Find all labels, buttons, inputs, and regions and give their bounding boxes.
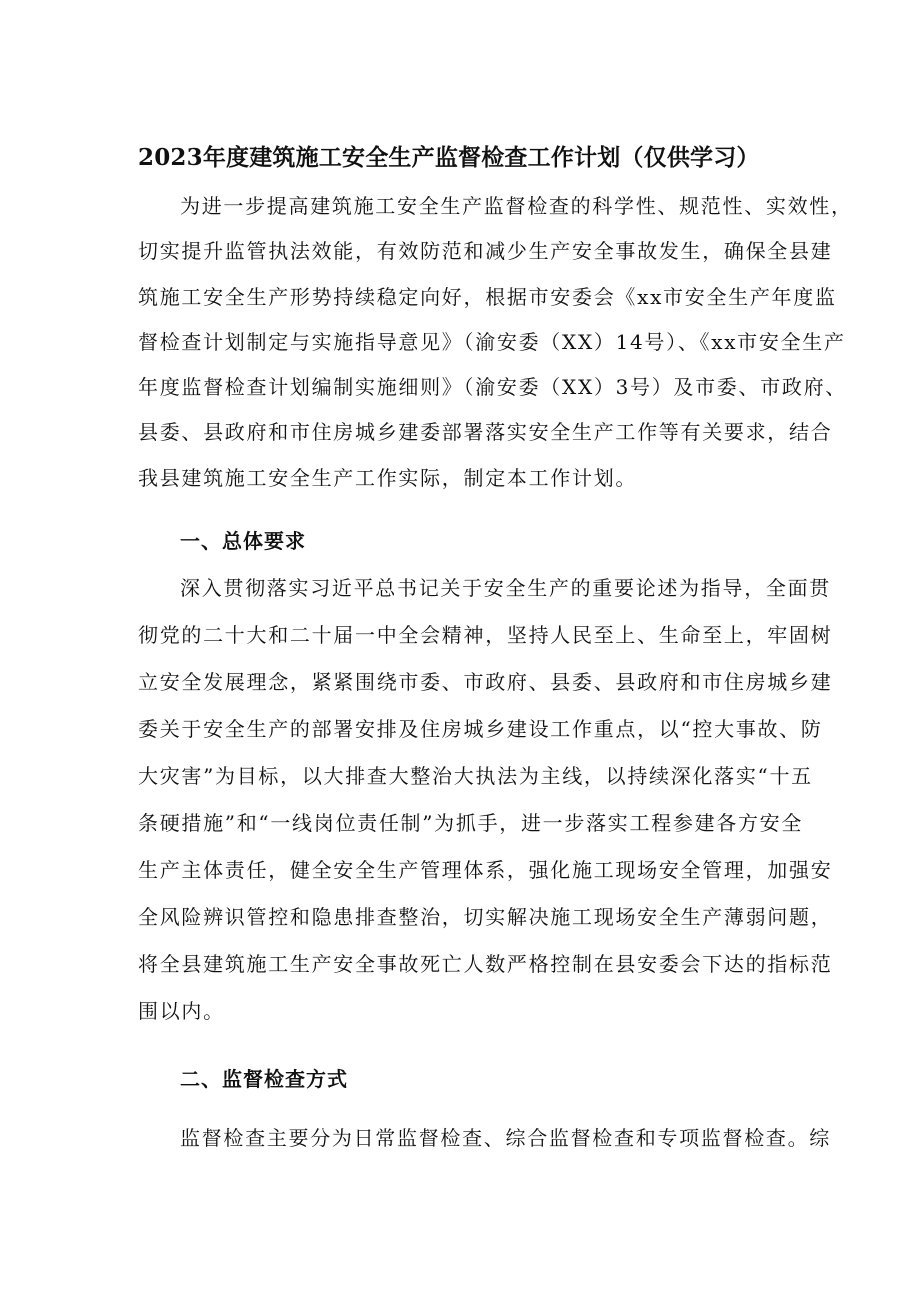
section1-line-3: 立安全发展理念，紧紧围绕市委、市政府、县委、县政府和市住房城乡建	[138, 670, 833, 694]
section-heading-2: 二、监督检查方式	[180, 1067, 348, 1091]
section1-line-7: 生产主体责任，健全安全生产管理体系，强化施工现场安全管理，加强安	[138, 858, 833, 882]
intro-line-1: 为进一步提高建筑施工安全生产监督检查的科学性、规范性、实效性，	[180, 194, 853, 218]
section2-line-1: 监督检查主要分为日常监督检查、综合监督检查和专项监督检查。综	[180, 1126, 831, 1150]
intro-line-5: 年度监督检查计划编制实施细则》（渝安委（XX）3号）及市委、市政府、	[138, 375, 848, 399]
intro-line-4: 督检查计划制定与实施指导意见》（渝安委（XX）14号）、《xx市安全生产	[138, 330, 846, 354]
section1-line-2: 彻党的二十大和二十届一中全会精神，坚持人民至上、生命至上，牢固树	[138, 623, 833, 647]
intro-line-3: 筑施工安全生产形势持续稳定向好，根据市安委会《xx市安全生产年度监	[138, 285, 837, 309]
section1-line-9: 将全县建筑施工生产安全事故死亡人数严格控制在县安委会下达的指标范	[138, 952, 833, 976]
intro-line-6: 县委、县政府和市住房城乡建委部署落实安全生产工作等有关要求，结合	[138, 420, 833, 444]
section1-line-1: 深入贯彻落实习近平总书记关于安全生产的重要论述为指导，全面贯	[180, 576, 831, 600]
section1-line-4: 委关于安全生产的部署安排及住房城乡建设工作重点，以“控大事故、防	[138, 717, 823, 741]
section1-line-6: 条硬措施”和“一线岗位责任制”为抓手，进一步落实工程参建各方安全	[138, 811, 804, 835]
section1-line-8: 全风险辨识管控和隐患排查整治，切实解决施工现场安全生产薄弱问题，	[138, 905, 833, 929]
document-title: 2023年度建筑施工安全生产监督检查工作计划（仅供学习）	[138, 144, 760, 171]
section1-line-10: 围以内。	[138, 999, 225, 1023]
section-heading-1: 一、总体要求	[180, 529, 306, 553]
intro-line-7: 我县建筑施工安全生产工作实际，制定本工作计划。	[138, 466, 638, 490]
intro-line-2: 切实提升监管执法效能，有效防范和减少生产安全事故发生，确保全县建	[138, 239, 833, 263]
section1-line-5: 大灾害”为目标，以大排查大整治大执法为主线，以持续深化落实“十五	[138, 764, 813, 788]
